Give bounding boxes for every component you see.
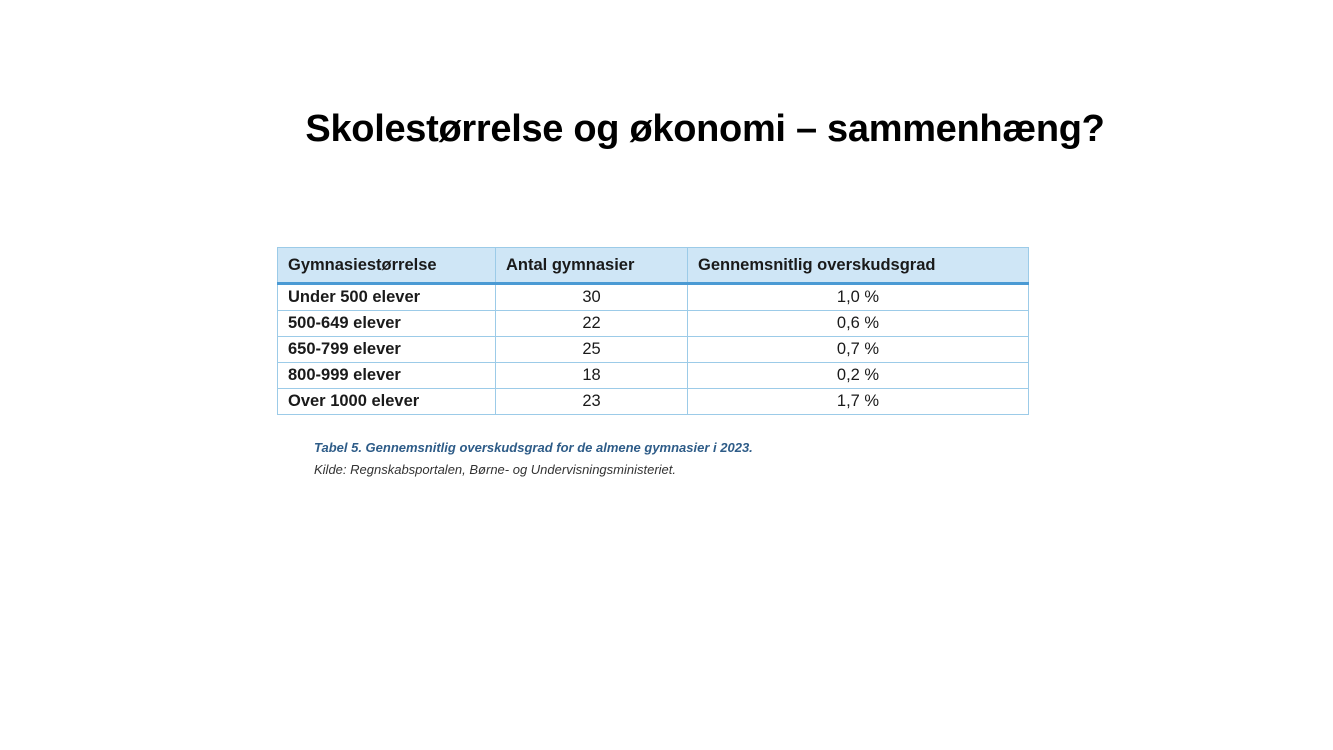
cell-surplus-margin: 0,7 % (688, 337, 1029, 363)
table-row (278, 284, 1029, 311)
cell-school-count: 25 (496, 337, 688, 363)
cell-school-size: 650-799 elever (278, 337, 496, 363)
cell-surplus-margin: 1,7 % (688, 389, 1029, 415)
header-school-count: Antal gymnasier (496, 248, 688, 284)
table-row (278, 311, 1029, 337)
header-avg-surplus-margin: Gennemsnitlig overskudsgrad (688, 248, 1029, 284)
caption-title: Tabel 5. Gennemsnitlig overskudsgrad for de almene gymnasier i 2023. (314, 440, 753, 455)
data-table-container (277, 247, 1028, 415)
table-row (278, 363, 1029, 389)
table-row (278, 389, 1029, 415)
cell-surplus-margin: 1,0 % (688, 284, 1029, 311)
cell-school-count: 23 (496, 389, 688, 415)
table-caption (314, 437, 753, 481)
cell-school-count: 18 (496, 363, 688, 389)
table-header-row (278, 248, 1029, 284)
table-row (278, 337, 1029, 363)
cell-school-size: Over 1000 elever (278, 389, 496, 415)
header-school-size: Gymnasiestørrelse (278, 248, 496, 284)
cell-school-count: 30 (496, 284, 688, 311)
cell-school-size: Under 500 elever (278, 284, 496, 311)
cell-school-size: 500-649 elever (278, 311, 496, 337)
school-size-table (277, 247, 1029, 415)
cell-surplus-margin: 0,6 % (688, 311, 1029, 337)
cell-surplus-margin: 0,2 % (688, 363, 1029, 389)
slide-title: Skolestørrelse og økonomi – sammenhæng? (305, 108, 1105, 150)
cell-school-size: 800-999 elever (278, 363, 496, 389)
cell-school-count: 22 (496, 311, 688, 337)
caption-source: Kilde: Regnskabsportalen, Børne- og Undervisningsministeriet. (314, 462, 677, 477)
